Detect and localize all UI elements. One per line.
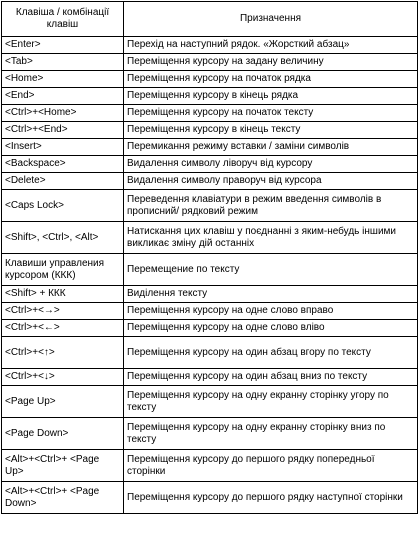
key-cell: <Ctrl>+<↓> — [2, 369, 124, 386]
key-cell: <Delete> — [2, 173, 124, 190]
key-cell: <Tab> — [2, 54, 124, 71]
key-cell: <Shift>, <Ctrl>, <Alt> — [2, 222, 124, 254]
table-row — [2, 303, 418, 320]
table-row — [2, 122, 418, 139]
table-row — [2, 173, 418, 190]
description-cell: Переміщення курсору на один абзац вниз по тексту — [124, 369, 418, 386]
key-cell: <Alt>+<Ctrl>+ <Page Up> — [2, 450, 124, 482]
key-cell: <Caps Lock> — [2, 190, 124, 222]
description-cell: Видалення символу праворуч від курсора — [124, 173, 418, 190]
key-cell: <Ctrl>+<→> — [2, 303, 124, 320]
key-cell: <Shift> + ККК — [2, 286, 124, 303]
key-combo-header: Клавіша / комбінації клавіш — [2, 2, 124, 37]
description-cell: Переміщення курсору до першого рядку попередньої сторінки — [124, 450, 418, 482]
description-cell: Виділення тексту — [124, 286, 418, 303]
header-row — [2, 2, 418, 37]
table-row — [2, 139, 418, 156]
description-cell: Переміщення курсору в кінець тексту — [124, 122, 418, 139]
description-cell: Натискання цих клавіш у поєднанні з яким-небудь іншими викликає зміну дій останніх — [124, 222, 418, 254]
table-row — [2, 156, 418, 173]
table-row — [2, 369, 418, 386]
key-cell: <Alt>+<Ctrl>+ <Page Down> — [2, 482, 124, 514]
shortcuts-table — [1, 1, 418, 514]
description-cell: Переміщення курсору на задану величину — [124, 54, 418, 71]
description-cell: Переміщення курсору на одне слово вліво — [124, 320, 418, 337]
key-cell: <Backspace> — [2, 156, 124, 173]
purpose-header: Призначення — [124, 2, 418, 37]
description-cell: Переміщення курсору на початок рядка — [124, 71, 418, 88]
description-cell: Переміщення курсору на одну екранну сторінку угору по тексту — [124, 386, 418, 418]
description-cell: Переміщення курсору до першого рядку наступної сторінки — [124, 482, 418, 514]
table-row — [2, 105, 418, 122]
description-cell: Перехід на наступний рядок. «Жорсткий абзац» — [124, 37, 418, 54]
table-row — [2, 88, 418, 105]
table-row — [2, 386, 418, 418]
key-cell: <Home> — [2, 71, 124, 88]
key-cell: <Page Down> — [2, 418, 124, 450]
key-cell: <Enter> — [2, 37, 124, 54]
table-row — [2, 190, 418, 222]
table-row — [2, 254, 418, 286]
description-cell: Переміщення курсору в кінець рядка — [124, 88, 418, 105]
description-cell: Видалення символу ліворуч від курсору — [124, 156, 418, 173]
key-cell: <Ctrl>+<←> — [2, 320, 124, 337]
table-row — [2, 37, 418, 54]
table-row — [2, 418, 418, 450]
table-row — [2, 54, 418, 71]
key-cell: <Ctrl>+<End> — [2, 122, 124, 139]
table-row — [2, 320, 418, 337]
table-row — [2, 222, 418, 254]
description-cell: Переміщення курсору на один абзац вгору по тексту — [124, 337, 418, 369]
table-row — [2, 71, 418, 88]
description-cell: Перемикання режиму вставки / заміни символів — [124, 139, 418, 156]
table-row — [2, 450, 418, 482]
description-cell: Переміщення курсору на одне слово вправо — [124, 303, 418, 320]
table-row — [2, 482, 418, 514]
description-cell: Перемещение по тексту — [124, 254, 418, 286]
description-cell: Переміщення курсору на одну екранну сторінку вниз по тексту — [124, 418, 418, 450]
key-cell: <End> — [2, 88, 124, 105]
key-cell: Клавиши управления курсором (ККК) — [2, 254, 124, 286]
table-row — [2, 337, 418, 369]
description-cell: Переведення клавіатури в режим введення символів в прописний/ рядковий режим — [124, 190, 418, 222]
table-row — [2, 286, 418, 303]
key-cell: <Ctrl>+<Home> — [2, 105, 124, 122]
key-cell: <Page Up> — [2, 386, 124, 418]
description-cell: Переміщення курсору на початок тексту — [124, 105, 418, 122]
key-cell: <Ctrl>+<↑> — [2, 337, 124, 369]
key-cell: <Insert> — [2, 139, 124, 156]
